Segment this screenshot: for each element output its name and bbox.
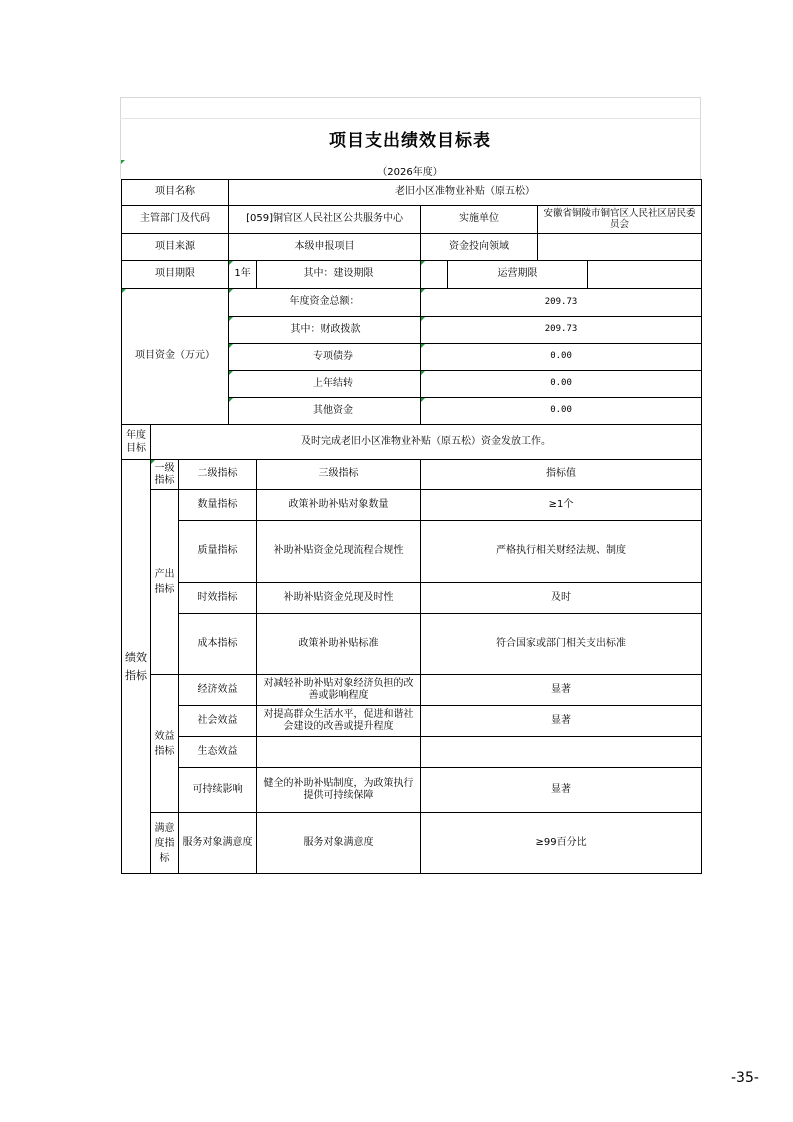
funds-fiscal-label: 其中：财政拨款: [229, 317, 421, 344]
goal-value: 及时完成老旧小区准物业补贴（原五松）资金发放工作。: [151, 425, 702, 460]
row-department: [122, 206, 702, 234]
l2-cell: 生态效益: [179, 737, 257, 768]
ops-period-label: 运营期限: [448, 261, 588, 289]
table-row: [122, 737, 702, 768]
dept-label: 主管部门及代码: [122, 206, 229, 234]
l2-cell: 经济效益: [179, 675, 257, 706]
l3-cell: 健全的补助补贴制度，为政策执行提供可持续保障: [257, 768, 421, 813]
l2-cell: 服务对象满意度: [179, 813, 257, 874]
l3-cell: 对提高群众生活水平，促进和谐社会建设的改善或提升程度: [257, 706, 421, 737]
value-cell: ≥99百分比: [421, 813, 702, 874]
value-cell: 显著: [421, 675, 702, 706]
sheet-frame-top: [120, 97, 700, 98]
header-level2: 二级指标: [179, 460, 257, 490]
table-row: [122, 614, 702, 675]
l2-cell: 数量指标: [179, 490, 257, 521]
funds-fiscal-value: 209.73: [421, 317, 702, 344]
source-label: 项目来源: [122, 234, 229, 261]
row-annual-goal: [122, 425, 702, 460]
value-cell: [421, 737, 702, 768]
document-title: 项目支出绩效目标表: [329, 131, 491, 151]
build-period-value: [421, 261, 448, 289]
output-indicator-label: 产出指标: [151, 490, 179, 675]
funds-total-label: 年度资金总额：: [229, 289, 421, 317]
funds-carryover-value: 0.00: [421, 371, 702, 398]
cell-marker: [121, 160, 125, 164]
l2-cell: 时效指标: [179, 583, 257, 614]
funds-other-label: 其他资金: [229, 398, 421, 425]
l3-cell: 补助补贴资金兑现流程合规性: [257, 521, 421, 583]
funds-bond-label: 专项债券: [229, 344, 421, 371]
field-label: 资金投向领域: [421, 234, 538, 261]
sheet-row-divider: [120, 118, 700, 119]
row-period: [122, 261, 702, 289]
table-row: [122, 521, 702, 583]
header-value: 指标值: [421, 460, 702, 490]
header-level1: 一级指标: [151, 460, 179, 490]
page-number: -35-: [731, 1070, 759, 1086]
l3-cell: 补助补贴资金兑现及时性: [257, 583, 421, 614]
funds-label: 项目资金（万元）: [122, 289, 229, 425]
value-cell: 符合国家或部门相关支出标准: [421, 614, 702, 675]
value-cell: 显著: [421, 706, 702, 737]
impl-unit-label: 实施单位: [421, 206, 538, 234]
funds-carryover-label: 上年结转: [229, 371, 421, 398]
table-row: [122, 675, 702, 706]
indicators-group-label: 绩效指标: [122, 460, 151, 874]
value-cell: ≥1个: [421, 490, 702, 521]
document-year: （2026年度）: [377, 167, 443, 178]
period-value: 1年: [229, 261, 257, 289]
l2-cell: 质量指标: [179, 521, 257, 583]
l3-cell: [257, 737, 421, 768]
source-value: 本级申报项目: [229, 234, 421, 261]
funds-total-value: 209.73: [421, 289, 702, 317]
value-cell: 显著: [421, 768, 702, 813]
l2-cell: 可持续影响: [179, 768, 257, 813]
table-row: [122, 813, 702, 874]
period-label: 项目期限: [122, 261, 229, 289]
l3-cell: 政策补助补贴标准: [257, 614, 421, 675]
sheet-frame-right: [700, 97, 701, 179]
value-cell: 及时: [421, 583, 702, 614]
goal-label: 年度目标: [122, 425, 151, 460]
l2-cell: 成本指标: [179, 614, 257, 675]
benefit-indicator-label: 效益指标: [151, 675, 179, 813]
funds-bond-value: 0.00: [421, 344, 702, 371]
table-row: [122, 768, 702, 813]
field-value: [538, 234, 702, 261]
funds-other-value: 0.00: [421, 398, 702, 425]
table-row: [122, 706, 702, 737]
build-period-label: 其中：建设期限: [257, 261, 421, 289]
dept-value: [059]铜官区人民社区公共服务中心: [229, 206, 421, 234]
satisfaction-indicator-label: 满意度指标: [151, 813, 179, 874]
ops-period-value: [588, 261, 702, 289]
value-cell: 严格执行相关财经法规、制度: [421, 521, 702, 583]
project-name-label: 项目名称: [122, 180, 229, 206]
impl-unit-value: 安徽省铜陵市铜官区人民社区居民委员会: [538, 206, 702, 234]
l3-cell: 对减轻补助补贴对象经济负担的改善或影响程度: [257, 675, 421, 706]
row-source: [122, 234, 702, 261]
l3-cell: 政策补助补贴对象数量: [257, 490, 421, 521]
l2-cell: 社会效益: [179, 706, 257, 737]
row-funds-total: [122, 289, 702, 317]
row-project-name: [122, 180, 702, 206]
row-indicator-header: [122, 460, 702, 490]
table-row: [122, 490, 702, 521]
project-name-value: 老旧小区准物业补贴（原五松）: [229, 180, 702, 206]
performance-table: [121, 179, 702, 874]
header-level3: 三级指标: [257, 460, 421, 490]
table-row: [122, 583, 702, 614]
l3-cell: 服务对象满意度: [257, 813, 421, 874]
